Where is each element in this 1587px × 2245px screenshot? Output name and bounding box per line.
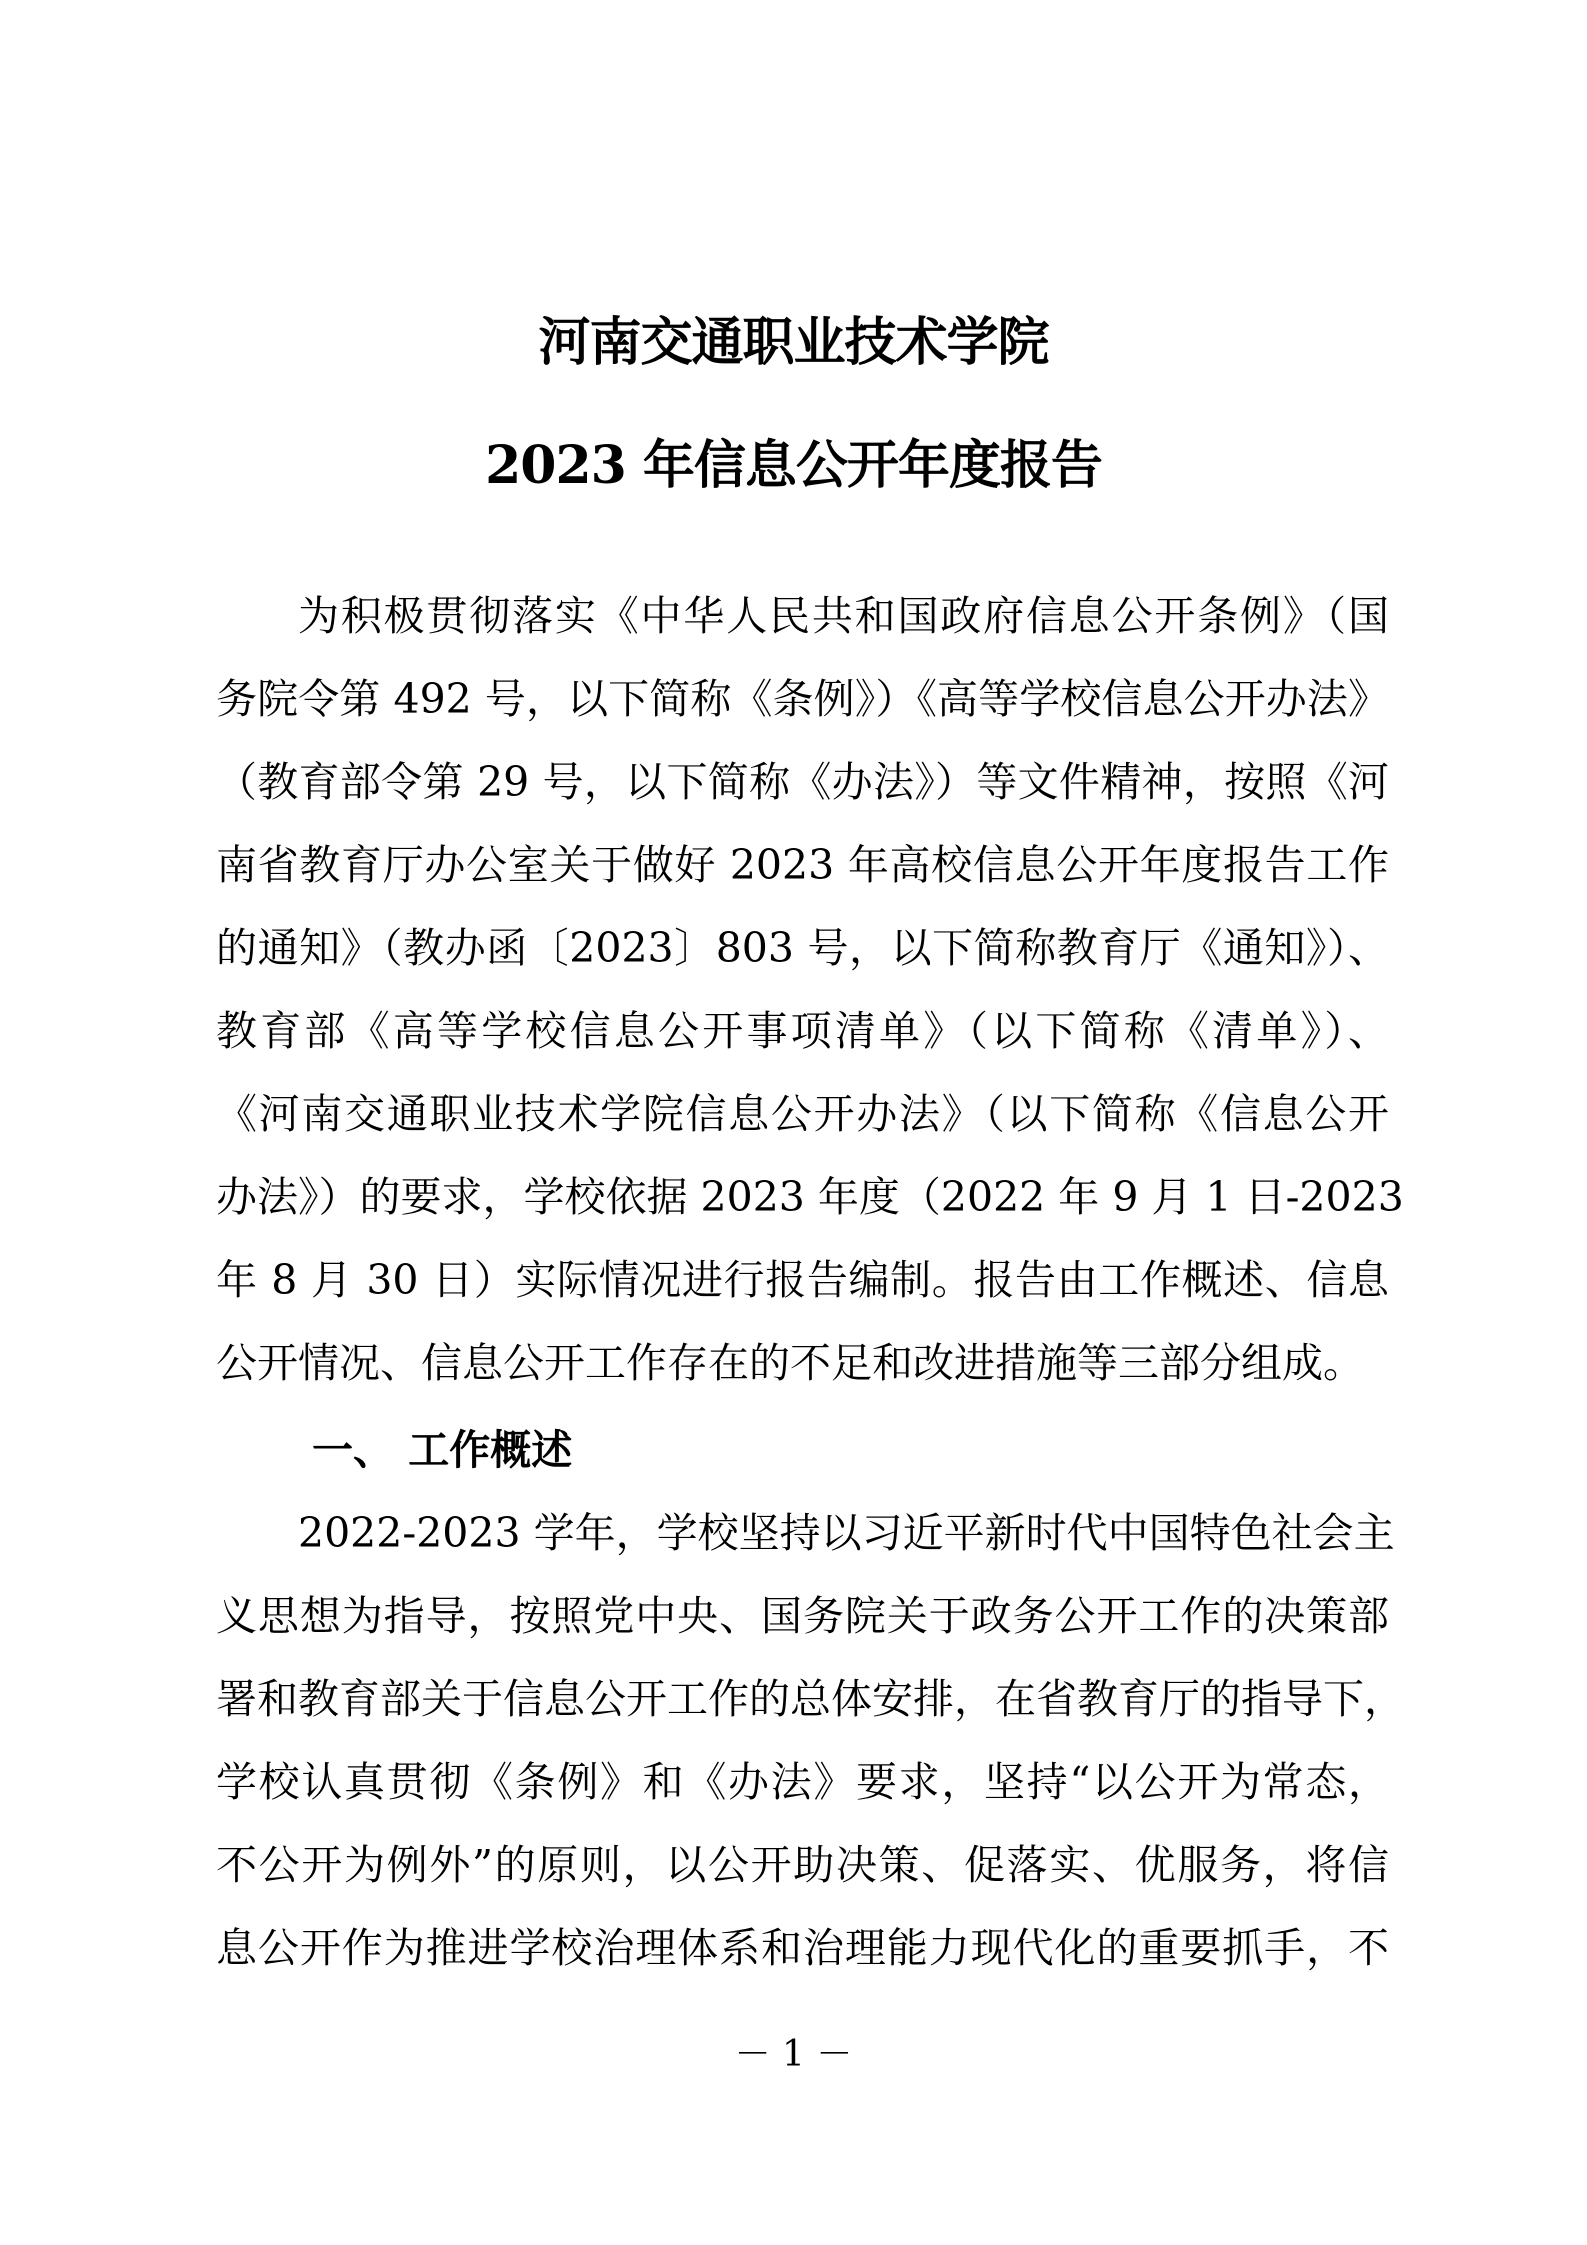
document-title-line-2: 2023 年信息公开年度报告 bbox=[485, 435, 1102, 496]
paragraph-line: 署和教育部关于信息公开工作的总体安排，在省教育厅的指导下， bbox=[216, 1675, 1405, 1723]
paragraph-line: 《河南交通职业技术学院信息公开办法》（以下简称《信息公开 bbox=[216, 1090, 1389, 1138]
paragraph-line: 义思想为指导，按照党中央、国务院关于政务公开工作的决策部 bbox=[216, 1592, 1389, 1640]
paragraph-line: 不公开为例外”的原则，以公开助决策、促落实、优服务，将信 bbox=[216, 1841, 1389, 1889]
paragraph-line: 2022-2023 学年，学校坚持以习近平新时代中国特色社会主 bbox=[298, 1509, 1395, 1557]
paragraph-line: 学校认真贯彻《条例》和《办法》要求，坚持“以公开为常态， bbox=[216, 1758, 1389, 1806]
paragraph-line: 南省教育厅办公室关于做好 2023 年高校信息公开年度报告工作 bbox=[216, 841, 1389, 889]
paragraph-line: 息公开作为推进学校治理体系和治理能力现代化的重要抓手，不 bbox=[216, 1924, 1389, 1972]
paragraph-line: 年 8 月 30 日）实际情况进行报告编制。报告由工作概述、信息 bbox=[216, 1256, 1389, 1304]
paragraph-line: 公开情况、信息公开工作存在的不足和改进措施等三部分组成。 bbox=[216, 1339, 1364, 1387]
document-title-line-1: 河南交通职业技术学院 bbox=[538, 312, 1049, 373]
paragraph-line: 办法》）的要求，学校依据 2023 年度（2022 年 9 月 1 日-2023 bbox=[216, 1173, 1404, 1221]
paragraph-line: 教育部《高等学校信息公开事项清单》（以下简称《清单》）、 bbox=[216, 1007, 1389, 1055]
page-number: － 1 － bbox=[734, 2034, 853, 2075]
paragraph-line: （教育部令第 29 号，以下简称《办法》）等文件精神，按照《河 bbox=[216, 758, 1389, 806]
paragraph-line: 的通知》（教办函〔2023〕803 号，以下简称教育厅《通知》）、 bbox=[216, 924, 1389, 972]
paragraph-line: 务院令第 492 号，以下简称《条例》）《高等学校信息公开办法》 bbox=[216, 675, 1389, 723]
paragraph-line: 为积极贯彻落实《中华人民共和国政府信息公开条例》（国 bbox=[298, 592, 1389, 640]
section-heading-overview: 一、 工作概述 bbox=[312, 1426, 573, 1474]
